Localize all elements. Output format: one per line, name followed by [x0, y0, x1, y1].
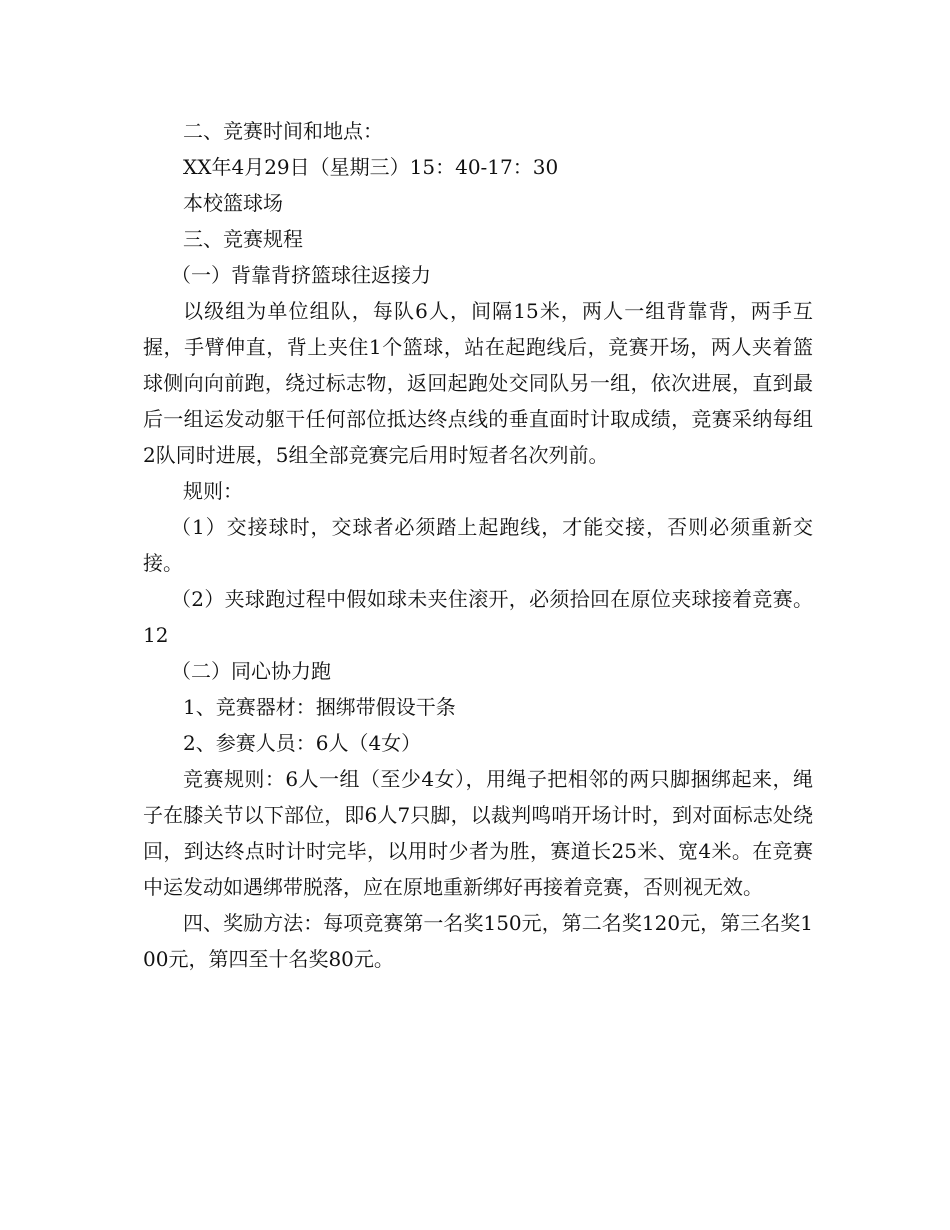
- rules-label: 规则：: [183, 479, 243, 503]
- participants-item: 2、参赛人员：6人（4女）: [183, 731, 422, 755]
- section-heading-time-location: 二、竞赛时间和地点：: [183, 119, 383, 143]
- event-date-time: XX年4月29日（星期三）15：40-17：30: [183, 155, 559, 179]
- section-heading-awards: 四、奖励方法：每项竞赛第一名奖150元，第二名奖120元，第三名奖100元，第四至十名奖80元。: [143, 911, 813, 971]
- subheading-teamwork-run: （二）同心协力跑: [171, 659, 331, 683]
- document-body: [143, 113, 813, 977]
- section-heading-rules: 三、竞赛规程: [183, 227, 303, 251]
- event-venue: 本校篮球场: [183, 191, 283, 215]
- rule-item-1: （1）交接球时，交球者必须踏上起跑线，才能交接，否则必须重新交接。: [143, 515, 813, 575]
- rule-item-2: （2）夹球跑过程中假如球未夹住滚开，必须拾回在原位夹球接着竞赛。12: [143, 587, 813, 647]
- equipment-item: 1、竞赛器材：捆绑带假设干条: [183, 695, 456, 719]
- relay-description: 以级组为单位组队，每队6人，间隔15米，两人一组背靠背，两手互握，手臂伸直，背上夹住1个篮球，站在起跑线后，竞赛开场，两人夹着篮球侧向向前跑，绕过标志物，返回起跑处交同队另一组，依次进展，直到最后一组运发动躯干任何部位抵达终点线的垂直面时计取成绩，竞赛采纳每组2队同时进展，5组全部竞赛完后用时短者名次列前。: [143, 299, 813, 467]
- teamwork-run-rules: 竞赛规则：6人一组（至少4女），用绳子把相邻的两只脚捆绑起来，绳子在膝关节以下部位，即6人7只脚，以裁判鸣哨开场计时，到对面标志处绕回，到达终点时计时完毕，以用时少者为胜，赛道长25米、宽4米。在竞赛中运发动如遇绑带脱落，应在原地重新绑好再接着竞赛，否则视无效。: [143, 767, 813, 899]
- subheading-relay: （一）背靠背挤篮球往返接力: [171, 263, 431, 287]
